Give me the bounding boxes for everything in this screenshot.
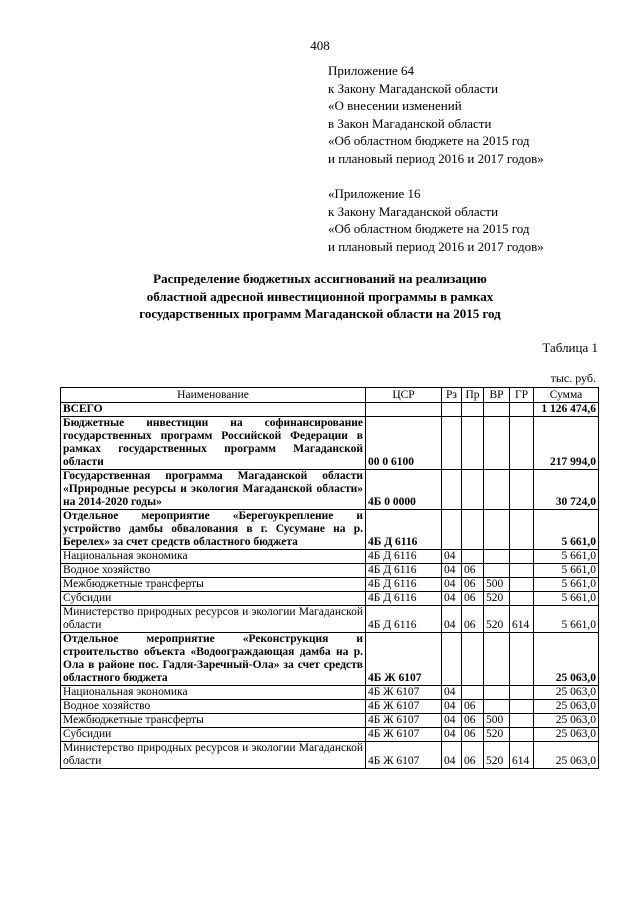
cell-rz: 04 [442, 686, 462, 700]
table-row [61, 550, 599, 564]
cell-name: Субсидии [61, 592, 366, 606]
cell-gr [510, 564, 534, 578]
cell-rz: 04 [442, 728, 462, 742]
cell-sum: 25 063,0 [534, 686, 599, 700]
cell-rz [442, 417, 462, 470]
table-row [61, 728, 599, 742]
column-header-name: Наименование [61, 388, 366, 403]
cell-rz: 04 [442, 578, 462, 592]
cell-pr: 06 [462, 578, 484, 592]
cell-rz: 04 [442, 700, 462, 714]
cell-gr [510, 728, 534, 742]
cell-pr [462, 417, 484, 470]
cell-csr: 4Б Д 6116 [366, 550, 442, 564]
cell-sum: 5 661,0 [534, 592, 599, 606]
cell-gr [510, 633, 534, 686]
appendix-header-line: и плановый период 2016 и 2017 годов» [328, 150, 544, 166]
cell-name: Государственная программа Магаданской области «Природные ресурсы и экология Магаданской области» на 2014-2020 годы» [61, 470, 366, 510]
cell-rz [442, 470, 462, 510]
table-row [61, 470, 599, 510]
cell-pr: 06 [462, 714, 484, 728]
appendix-original-line: к Закону Магаданской области [328, 203, 499, 219]
cell-csr: 4Б Ж 6107 [366, 700, 442, 714]
document-title [0, 270, 640, 323]
cell-gr [510, 578, 534, 592]
cell-gr [510, 403, 534, 417]
units-label: тыс. руб. [550, 371, 596, 385]
cell-sum: 25 063,0 [534, 700, 599, 714]
cell-vr [484, 564, 510, 578]
cell-vr [484, 700, 510, 714]
cell-vr: 500 [484, 714, 510, 728]
cell-vr [484, 686, 510, 700]
cell-name: Бюджетные инвестиции на софинансирование государственных программ Российской Федерации в рамках государственных программ Магаданской области [61, 417, 366, 470]
cell-gr [510, 470, 534, 510]
table-row [61, 742, 599, 769]
cell-name: Национальная экономика [61, 686, 366, 700]
cell-pr: 06 [462, 700, 484, 714]
appendix-header-line: к Закону Магаданской области [328, 80, 499, 96]
cell-pr: 06 [462, 742, 484, 769]
cell-rz: 04 [442, 606, 462, 633]
cell-name: Водное хозяйство [61, 564, 366, 578]
cell-sum: 25 063,0 [534, 714, 599, 728]
cell-pr: 06 [462, 592, 484, 606]
cell-sum: 5 661,0 [534, 606, 599, 633]
cell-name: Министерство природных ресурсов и экологии Магаданской области [61, 742, 366, 769]
cell-vr [484, 510, 510, 550]
appendix-original-line: «Об областном бюджете на 2015 год [328, 221, 530, 236]
cell-pr: 06 [462, 564, 484, 578]
cell-vr: 520 [484, 606, 510, 633]
table-row [61, 686, 599, 700]
table-label: Таблица 1 [542, 340, 598, 355]
cell-csr: 4Б Ж 6107 [366, 742, 442, 769]
table-row [61, 564, 599, 578]
cell-vr: 500 [484, 578, 510, 592]
cell-pr: 06 [462, 728, 484, 742]
cell-pr [462, 510, 484, 550]
cell-gr: 614 [510, 606, 534, 633]
appendix-header-line: «Об областном бюджете на 2015 год [328, 133, 530, 148]
cell-sum: 5 661,0 [534, 578, 599, 592]
cell-pr [462, 550, 484, 564]
cell-gr [510, 714, 534, 728]
cell-rz [442, 633, 462, 686]
cell-csr: 4Б Д 6116 [366, 564, 442, 578]
appendix-original-line: и плановый период 2016 и 2017 годов» [328, 238, 544, 254]
cell-name: Отдельное мероприятие «Берегоукрепление и устройство дамбы обвалования в г. Сусумане на р. Берелех» за счет средств областного бюджета [61, 510, 366, 550]
cell-csr: 4Б Ж 6107 [366, 728, 442, 742]
column-header-sum: Сумма [534, 388, 599, 403]
cell-gr [510, 550, 534, 564]
cell-sum: 217 994,0 [534, 417, 599, 470]
column-header-vr: ВР [484, 388, 510, 403]
cell-gr [510, 686, 534, 700]
budget-table [60, 387, 599, 769]
appendix-original-line: «Приложение 16 [328, 186, 421, 201]
cell-pr [462, 403, 484, 417]
cell-rz [442, 403, 462, 417]
cell-gr [510, 417, 534, 470]
table-row [61, 417, 599, 470]
cell-name: Отдельное мероприятие «Реконструкция и строительство объекта «Водоограждающая дамба на р. Ола в районе пос. Гадля-Заречный-Ола» за счет средств областного бюджета [61, 633, 366, 686]
cell-gr [510, 700, 534, 714]
cell-sum: 1 126 474,6 [534, 403, 599, 417]
table-row [61, 592, 599, 606]
table-header-row [61, 388, 599, 403]
cell-name: Национальная экономика [61, 550, 366, 564]
cell-name: Водное хозяйство [61, 700, 366, 714]
cell-rz [442, 510, 462, 550]
cell-sum: 25 063,0 [534, 728, 599, 742]
cell-sum: 25 063,0 [534, 742, 599, 769]
cell-sum: 5 661,0 [534, 510, 599, 550]
column-header-csr: ЦСР [366, 388, 442, 403]
cell-pr [462, 633, 484, 686]
appendix-header-line: «О внесении изменений [328, 98, 462, 113]
column-header-pr: Пр [462, 388, 484, 403]
cell-pr [462, 470, 484, 510]
cell-csr: 4Б Д 6116 [366, 592, 442, 606]
cell-vr: 520 [484, 728, 510, 742]
cell-rz: 04 [442, 742, 462, 769]
cell-name: Субсидии [61, 728, 366, 742]
table-row [61, 633, 599, 686]
cell-pr: 06 [462, 606, 484, 633]
cell-vr [484, 470, 510, 510]
appendix-header-line: в Закон Магаданской области [328, 115, 492, 131]
cell-sum: 25 063,0 [534, 633, 599, 686]
table-row [61, 510, 599, 550]
cell-vr [484, 550, 510, 564]
appendix-header-line: Приложение 64 [328, 63, 415, 78]
cell-sum: 5 661,0 [534, 550, 599, 564]
cell-name: Межбюджетные трансферты [61, 578, 366, 592]
cell-csr: 4Б Д 6116 [366, 606, 442, 633]
cell-gr [510, 510, 534, 550]
cell-vr [484, 403, 510, 417]
cell-rz: 04 [442, 550, 462, 564]
cell-sum: 5 661,0 [534, 564, 599, 578]
cell-rz: 04 [442, 592, 462, 606]
appendix-header [328, 62, 628, 167]
table-row [61, 714, 599, 728]
cell-gr: 614 [510, 742, 534, 769]
cell-sum: 30 724,0 [534, 470, 599, 510]
table-row [61, 403, 599, 417]
cell-rz: 04 [442, 564, 462, 578]
cell-csr: 4Б Д 6116 [366, 510, 442, 550]
cell-gr [510, 592, 534, 606]
cell-csr: 4Б Ж 6107 [366, 686, 442, 700]
cell-csr: 4Б Ж 6107 [366, 714, 442, 728]
cell-vr [484, 417, 510, 470]
page-number: 408 [310, 38, 330, 53]
cell-csr: 4Б Ж 6107 [366, 633, 442, 686]
title-line: областной адресной инвестиционной программы в рамках [146, 288, 494, 304]
title-line: государственных программ Магаданской области на 2015 год [139, 306, 501, 321]
table-row [61, 578, 599, 592]
cell-name: ВСЕГО [61, 403, 366, 417]
column-header-gr: ГР [510, 388, 534, 403]
cell-csr: 4Б 0 0000 [366, 470, 442, 510]
cell-name: Министерство природных ресурсов и экологии Магаданской области [61, 606, 366, 633]
cell-vr: 520 [484, 592, 510, 606]
title-line: Распределение бюджетных ассигнований на реализацию [153, 271, 487, 286]
cell-rz: 04 [442, 714, 462, 728]
cell-csr [366, 403, 442, 417]
cell-vr [484, 633, 510, 686]
cell-csr: 00 0 6100 [366, 417, 442, 470]
table-row [61, 606, 599, 633]
cell-csr: 4Б Д 6116 [366, 578, 442, 592]
appendix-original [328, 185, 628, 255]
table-row [61, 700, 599, 714]
cell-name: Межбюджетные трансферты [61, 714, 366, 728]
cell-pr [462, 686, 484, 700]
cell-vr: 520 [484, 742, 510, 769]
column-header-rz: Рз [442, 388, 462, 403]
